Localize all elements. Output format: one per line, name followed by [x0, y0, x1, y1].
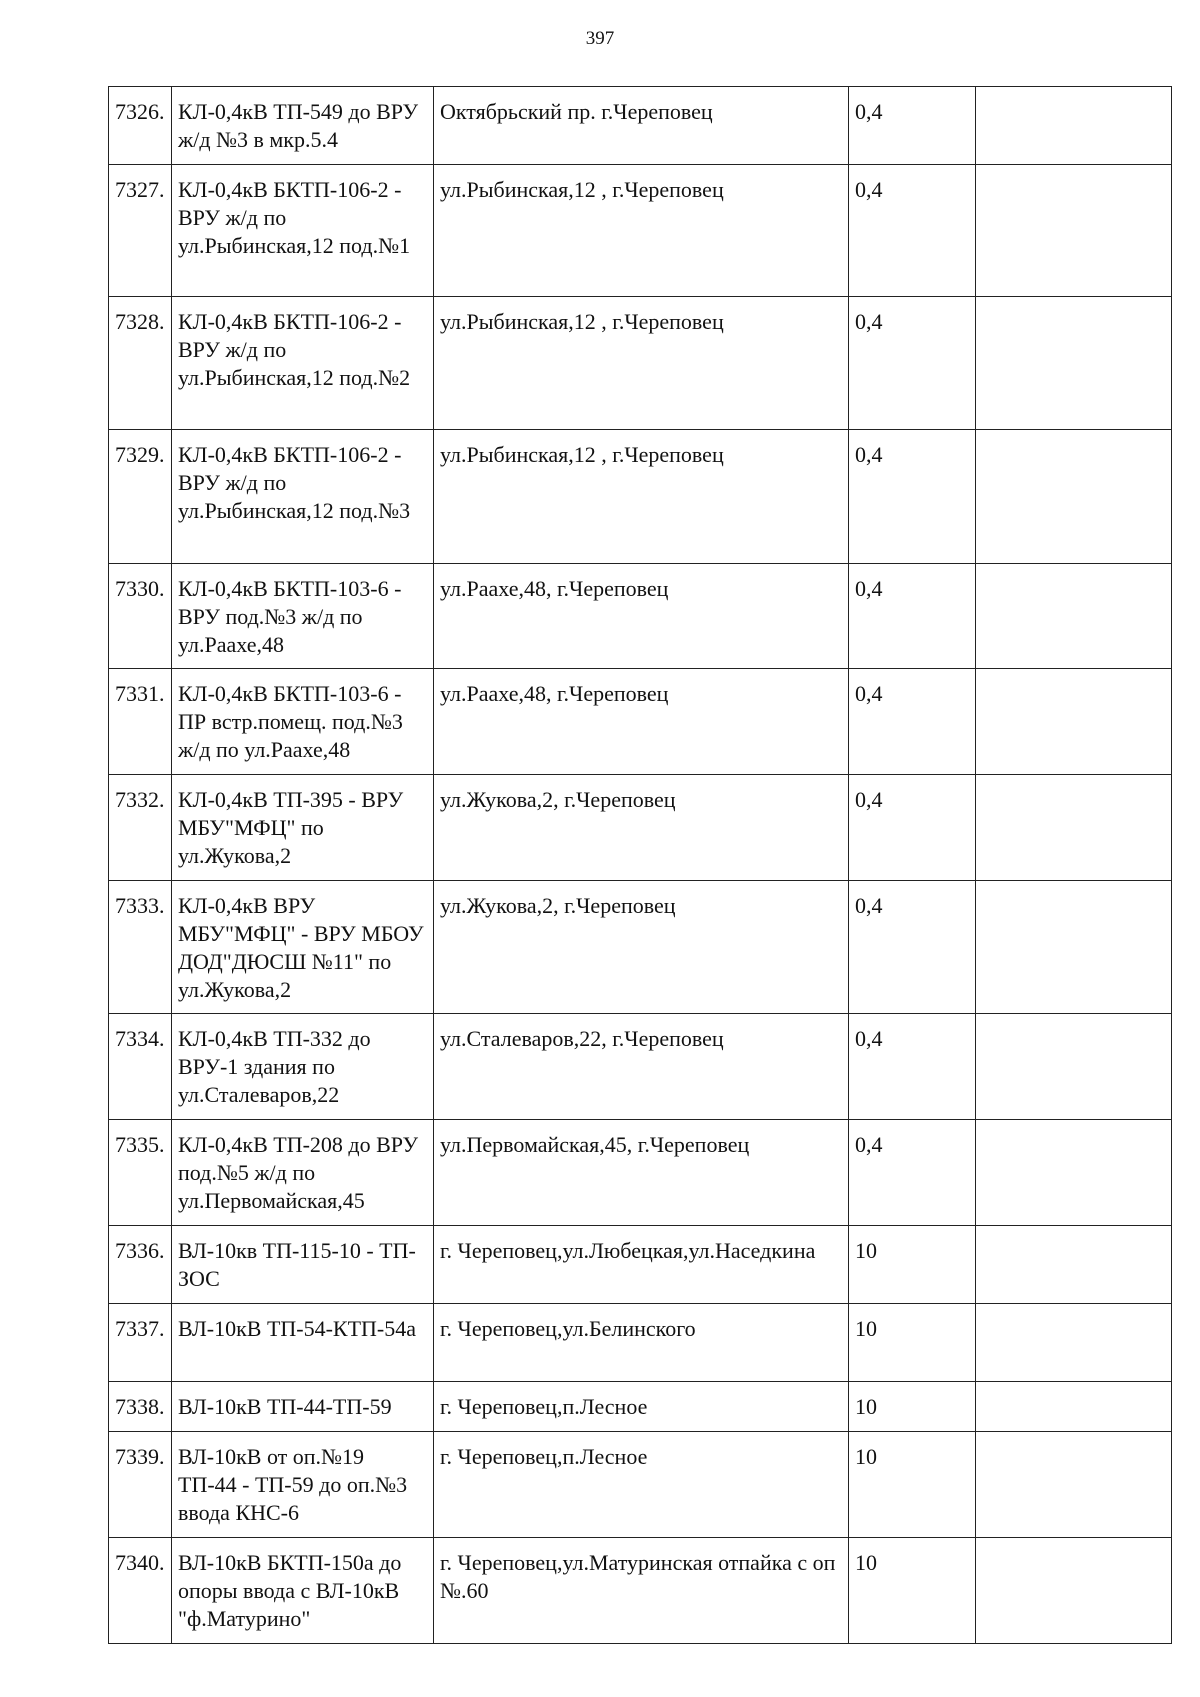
table-row	[109, 1304, 1172, 1382]
line-name: КЛ-0,4кВ ТП-332 до ВРУ-1 здания по ул.Сталеваров,22	[172, 1014, 434, 1120]
line-voltage: 0,4	[849, 1120, 976, 1226]
line-voltage: 0,4	[849, 297, 976, 430]
line-name: ВЛ-10кв ТП-115-10 - ТП-ЗОС	[172, 1226, 434, 1304]
empty-cell	[976, 775, 1172, 881]
row-number: 7340.	[109, 1538, 172, 1644]
row-number: 7337.	[109, 1304, 172, 1382]
empty-cell	[976, 1304, 1172, 1382]
empty-cell	[976, 1014, 1172, 1120]
registry-table-body	[109, 87, 1172, 1644]
row-number: 7329.	[109, 430, 172, 564]
line-address: ул.Жукова,2, г.Череповец	[434, 881, 849, 1014]
line-name: ВЛ-10кВ от оп.№19 ТП-44 - ТП-59 до оп.№3 ввода КНС-6	[172, 1432, 434, 1538]
line-voltage: 10	[849, 1304, 976, 1382]
line-address: ул.Рыбинская,12 , г.Череповец	[434, 165, 849, 297]
line-name: ВЛ-10кВ ТП-44-ТП-59	[172, 1382, 434, 1432]
line-address: ул.Раахе,48, г.Череповец	[434, 669, 849, 775]
line-voltage: 0,4	[849, 775, 976, 881]
line-name: КЛ-0,4кВ ВРУ МБУ"МФЦ" - ВРУ МБОУ ДОД"ДЮСШ №11" по ул.Жукова,2	[172, 881, 434, 1014]
line-name: ВЛ-10кВ БКТП-150а до опоры ввода с ВЛ-10кВ "ф.Матурино"	[172, 1538, 434, 1644]
empty-cell	[976, 1120, 1172, 1226]
table-row	[109, 1120, 1172, 1226]
line-name: КЛ-0,4кВ БКТП-106-2 - ВРУ ж/д по ул.Рыбинская,12 под.№1	[172, 165, 434, 297]
line-voltage: 0,4	[849, 881, 976, 1014]
line-voltage: 10	[849, 1432, 976, 1538]
table-row	[109, 165, 1172, 297]
line-address: ул.Рыбинская,12 , г.Череповец	[434, 430, 849, 564]
line-voltage: 10	[849, 1382, 976, 1432]
table-row	[109, 1014, 1172, 1120]
row-number: 7334.	[109, 1014, 172, 1120]
line-address: ул.Жукова,2, г.Череповец	[434, 775, 849, 881]
line-address: ул.Раахе,48, г.Череповец	[434, 564, 849, 669]
empty-cell	[976, 1538, 1172, 1644]
row-number: 7327.	[109, 165, 172, 297]
line-name: КЛ-0,4кВ БКТП-106-2 - ВРУ ж/д по ул.Рыбинская,12 под.№2	[172, 297, 434, 430]
empty-cell	[976, 881, 1172, 1014]
row-number: 7338.	[109, 1382, 172, 1432]
table-row	[109, 1226, 1172, 1304]
line-name: КЛ-0,4кВ БКТП-106-2 - ВРУ ж/д по ул.Рыбинская,12 под.№3	[172, 430, 434, 564]
line-address: г. Череповец,ул.Белинского	[434, 1304, 849, 1382]
line-voltage: 0,4	[849, 430, 976, 564]
table-row	[109, 1382, 1172, 1432]
empty-cell	[976, 165, 1172, 297]
row-number: 7330.	[109, 564, 172, 669]
line-voltage: 0,4	[849, 1014, 976, 1120]
line-name: КЛ-0,4кВ БКТП-103-6 - ПР встр.помещ. под.№3 ж/д по ул.Раахе,48	[172, 669, 434, 775]
table-row	[109, 297, 1172, 430]
line-name: КЛ-0,4кВ БКТП-103-6 - ВРУ под.№3 ж/д по ул.Раахе,48	[172, 564, 434, 669]
row-number: 7336.	[109, 1226, 172, 1304]
line-name: КЛ-0,4кВ ТП-208 до ВРУ под.№5 ж/д по ул.Первомайская,45	[172, 1120, 434, 1226]
table-row	[109, 430, 1172, 564]
line-voltage: 0,4	[849, 669, 976, 775]
line-address: Октябрьский пр. г.Череповец	[434, 87, 849, 165]
table-row	[109, 87, 1172, 165]
line-address: г. Череповец,ул.Матуринская отпайка с оп №.60	[434, 1538, 849, 1644]
row-number: 7332.	[109, 775, 172, 881]
registry-table	[108, 86, 1172, 1644]
line-voltage: 0,4	[849, 165, 976, 297]
table-row	[109, 775, 1172, 881]
line-voltage: 10	[849, 1538, 976, 1644]
line-voltage: 0,4	[849, 564, 976, 669]
empty-cell	[976, 1432, 1172, 1538]
table-row	[109, 1432, 1172, 1538]
empty-cell	[976, 1382, 1172, 1432]
line-name: ВЛ-10кВ ТП-54-КТП-54а	[172, 1304, 434, 1382]
empty-cell	[976, 564, 1172, 669]
page-number: 397	[585, 28, 615, 49]
line-address: ул.Сталеваров,22, г.Череповец	[434, 1014, 849, 1120]
empty-cell	[976, 297, 1172, 430]
line-address: ул.Первомайская,45, г.Череповец	[434, 1120, 849, 1226]
table-row	[109, 881, 1172, 1014]
line-address: г. Череповец,п.Лесное	[434, 1432, 849, 1538]
line-address: г. Череповец,ул.Любецкая,ул.Наседкина	[434, 1226, 849, 1304]
empty-cell	[976, 430, 1172, 564]
table-row	[109, 1538, 1172, 1644]
row-number: 7331.	[109, 669, 172, 775]
empty-cell	[976, 669, 1172, 775]
line-name: КЛ-0,4кВ ТП-549 до ВРУ ж/д №3 в мкр.5.4	[172, 87, 434, 165]
line-address: ул.Рыбинская,12 , г.Череповец	[434, 297, 849, 430]
row-number: 7326.	[109, 87, 172, 165]
table-row	[109, 669, 1172, 775]
table-row	[109, 564, 1172, 669]
line-address: г. Череповец,п.Лесное	[434, 1382, 849, 1432]
row-number: 7328.	[109, 297, 172, 430]
line-voltage: 10	[849, 1226, 976, 1304]
line-name: КЛ-0,4кВ ТП-395 - ВРУ МБУ"МФЦ" по ул.Жукова,2	[172, 775, 434, 881]
empty-cell	[976, 1226, 1172, 1304]
line-voltage: 0,4	[849, 87, 976, 165]
row-number: 7333.	[109, 881, 172, 1014]
row-number: 7339.	[109, 1432, 172, 1538]
row-number: 7335.	[109, 1120, 172, 1226]
empty-cell	[976, 87, 1172, 165]
